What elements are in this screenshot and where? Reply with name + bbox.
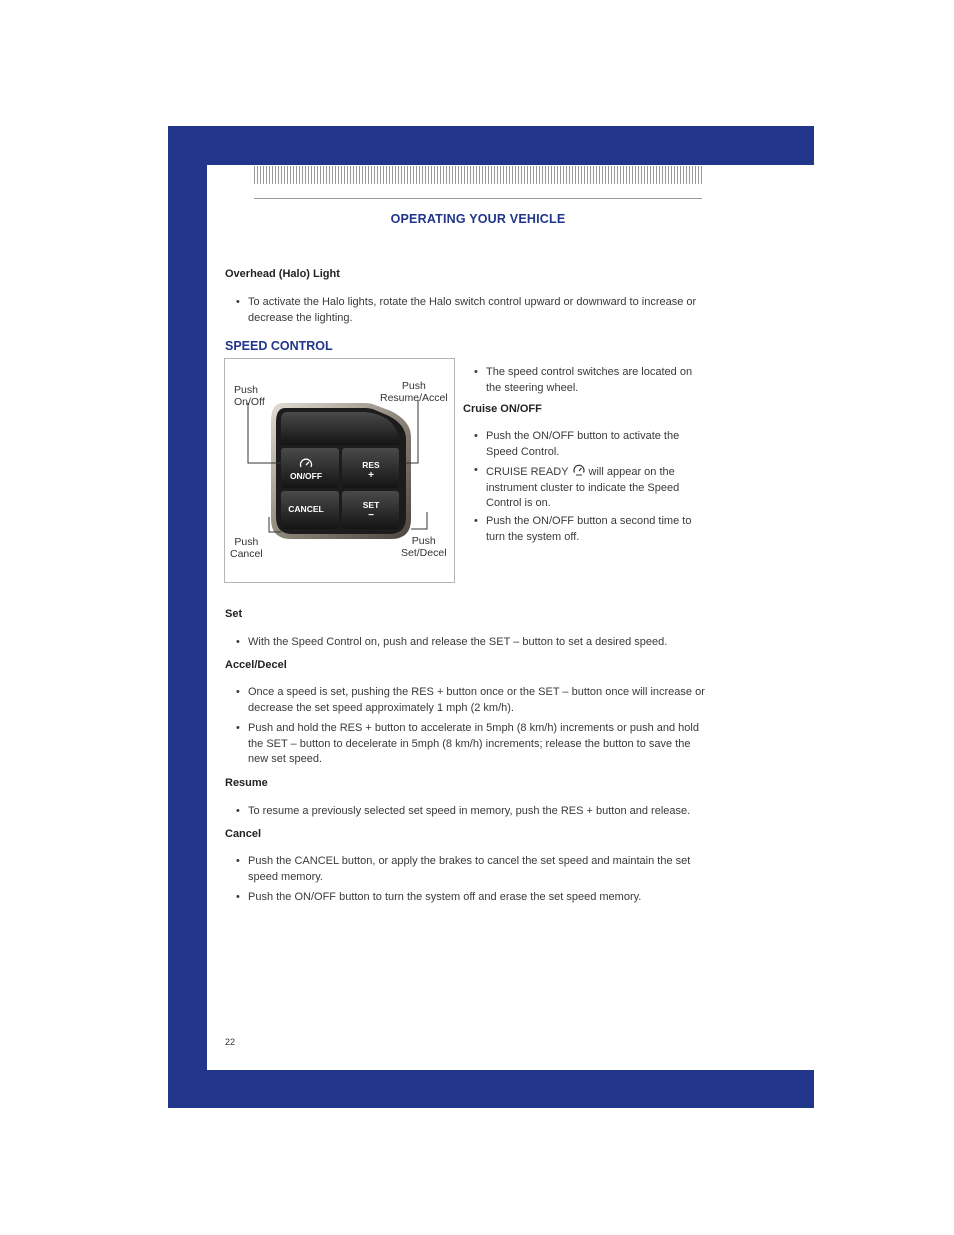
section-title: OPERATING YOUR VEHICLE: [390, 212, 566, 226]
set-button-label: SET: [362, 500, 380, 510]
cruise-bullet-1: • Push the ON/OFF button to activate the Speed Control.: [474, 429, 708, 460]
set-callout: [401, 535, 447, 559]
set-callout-name: Set/Decel: [401, 547, 447, 559]
cruise-bullet-2: [474, 463, 708, 512]
cancel-heading: Cancel: [225, 828, 262, 840]
header-tick-bar: [254, 166, 704, 184]
set-heading: Set: [225, 608, 243, 620]
on-off-callout-push: Push: [234, 384, 258, 396]
resume-callout-name: Resume/Accel: [380, 392, 448, 404]
cancel-callout-push: Push: [234, 536, 259, 548]
cancel-callout-name: Cancel: [230, 548, 263, 560]
on-off-callout-name: On/Off: [234, 396, 265, 408]
cruise-ready-icon: [572, 463, 586, 477]
resume-bullet-1: • To resume a previously selected set speed in memory, push the RES + button and release.: [236, 804, 708, 820]
cancel-button-label: CANCEL: [288, 504, 324, 514]
halo-heading: Overhead (Halo) Light: [225, 268, 340, 280]
cancel-bullet-1: • Push the CANCEL button, or apply the brakes to cancel the set speed and maintain the set speed memory.: [236, 854, 708, 885]
accel-bullet-1: • Once a speed is set, pushing the RES + button once or the SET – button once will increase or decrease the set speed approximately 1 mph (2 km/h).: [236, 685, 708, 716]
cruise-heading: Cruise ON/OFF: [463, 403, 542, 415]
accel-bullet-2: • Push and hold the RES + button to accelerate in 5mph (8 km/h) increments or push and hold the SET – button to decelerate in 5mph (8 km/h) increments; release the button to save the new set speed.: [236, 721, 708, 768]
set-bullet-1: • With the Speed Control on, push and release the SET – button to set a desired speed.: [236, 635, 708, 651]
accel-heading: Accel/Decel: [225, 659, 287, 671]
resume-heading: Resume: [225, 777, 268, 789]
speed-control-heading: SPEED CONTROL: [225, 339, 333, 353]
cancel-callout: [230, 536, 263, 560]
res-button-label: RES: [362, 460, 380, 470]
resume-callout-push: Push: [401, 380, 426, 392]
on-off-button[interactable]: [281, 448, 339, 488]
res-button-sign: +: [368, 470, 374, 481]
cancel-bullet-2: • Push the ON/OFF button to turn the system off and erase the set speed memory.: [236, 890, 708, 906]
set-callout-push: Push: [411, 535, 436, 547]
cruise-ready-text: CRUISE READY: [486, 466, 569, 478]
page-number: 22: [225, 1037, 236, 1047]
halo-bullet-1: • To activate the Halo lights, rotate the Halo switch control upward or downward to increase or decrease the lighting.: [236, 295, 704, 326]
cruise-bullet-3: • Push the ON/OFF button a second time to turn the system off.: [474, 514, 708, 545]
speed-control-intro-bullet: • The speed control switches are located on the steering wheel.: [474, 365, 708, 396]
on-off-callout: [234, 384, 265, 408]
set-button-sign: −: [368, 510, 374, 521]
top-blank-pad: [281, 412, 399, 445]
speed-control-figure: [224, 358, 455, 583]
cruise-ready-description: will appear on the instrument cluster to indicate the Speed Control is on.: [486, 466, 680, 509]
on-off-button-label: ON/OFF: [289, 471, 323, 481]
header-rule: [254, 198, 702, 199]
resume-callout: [380, 380, 448, 404]
